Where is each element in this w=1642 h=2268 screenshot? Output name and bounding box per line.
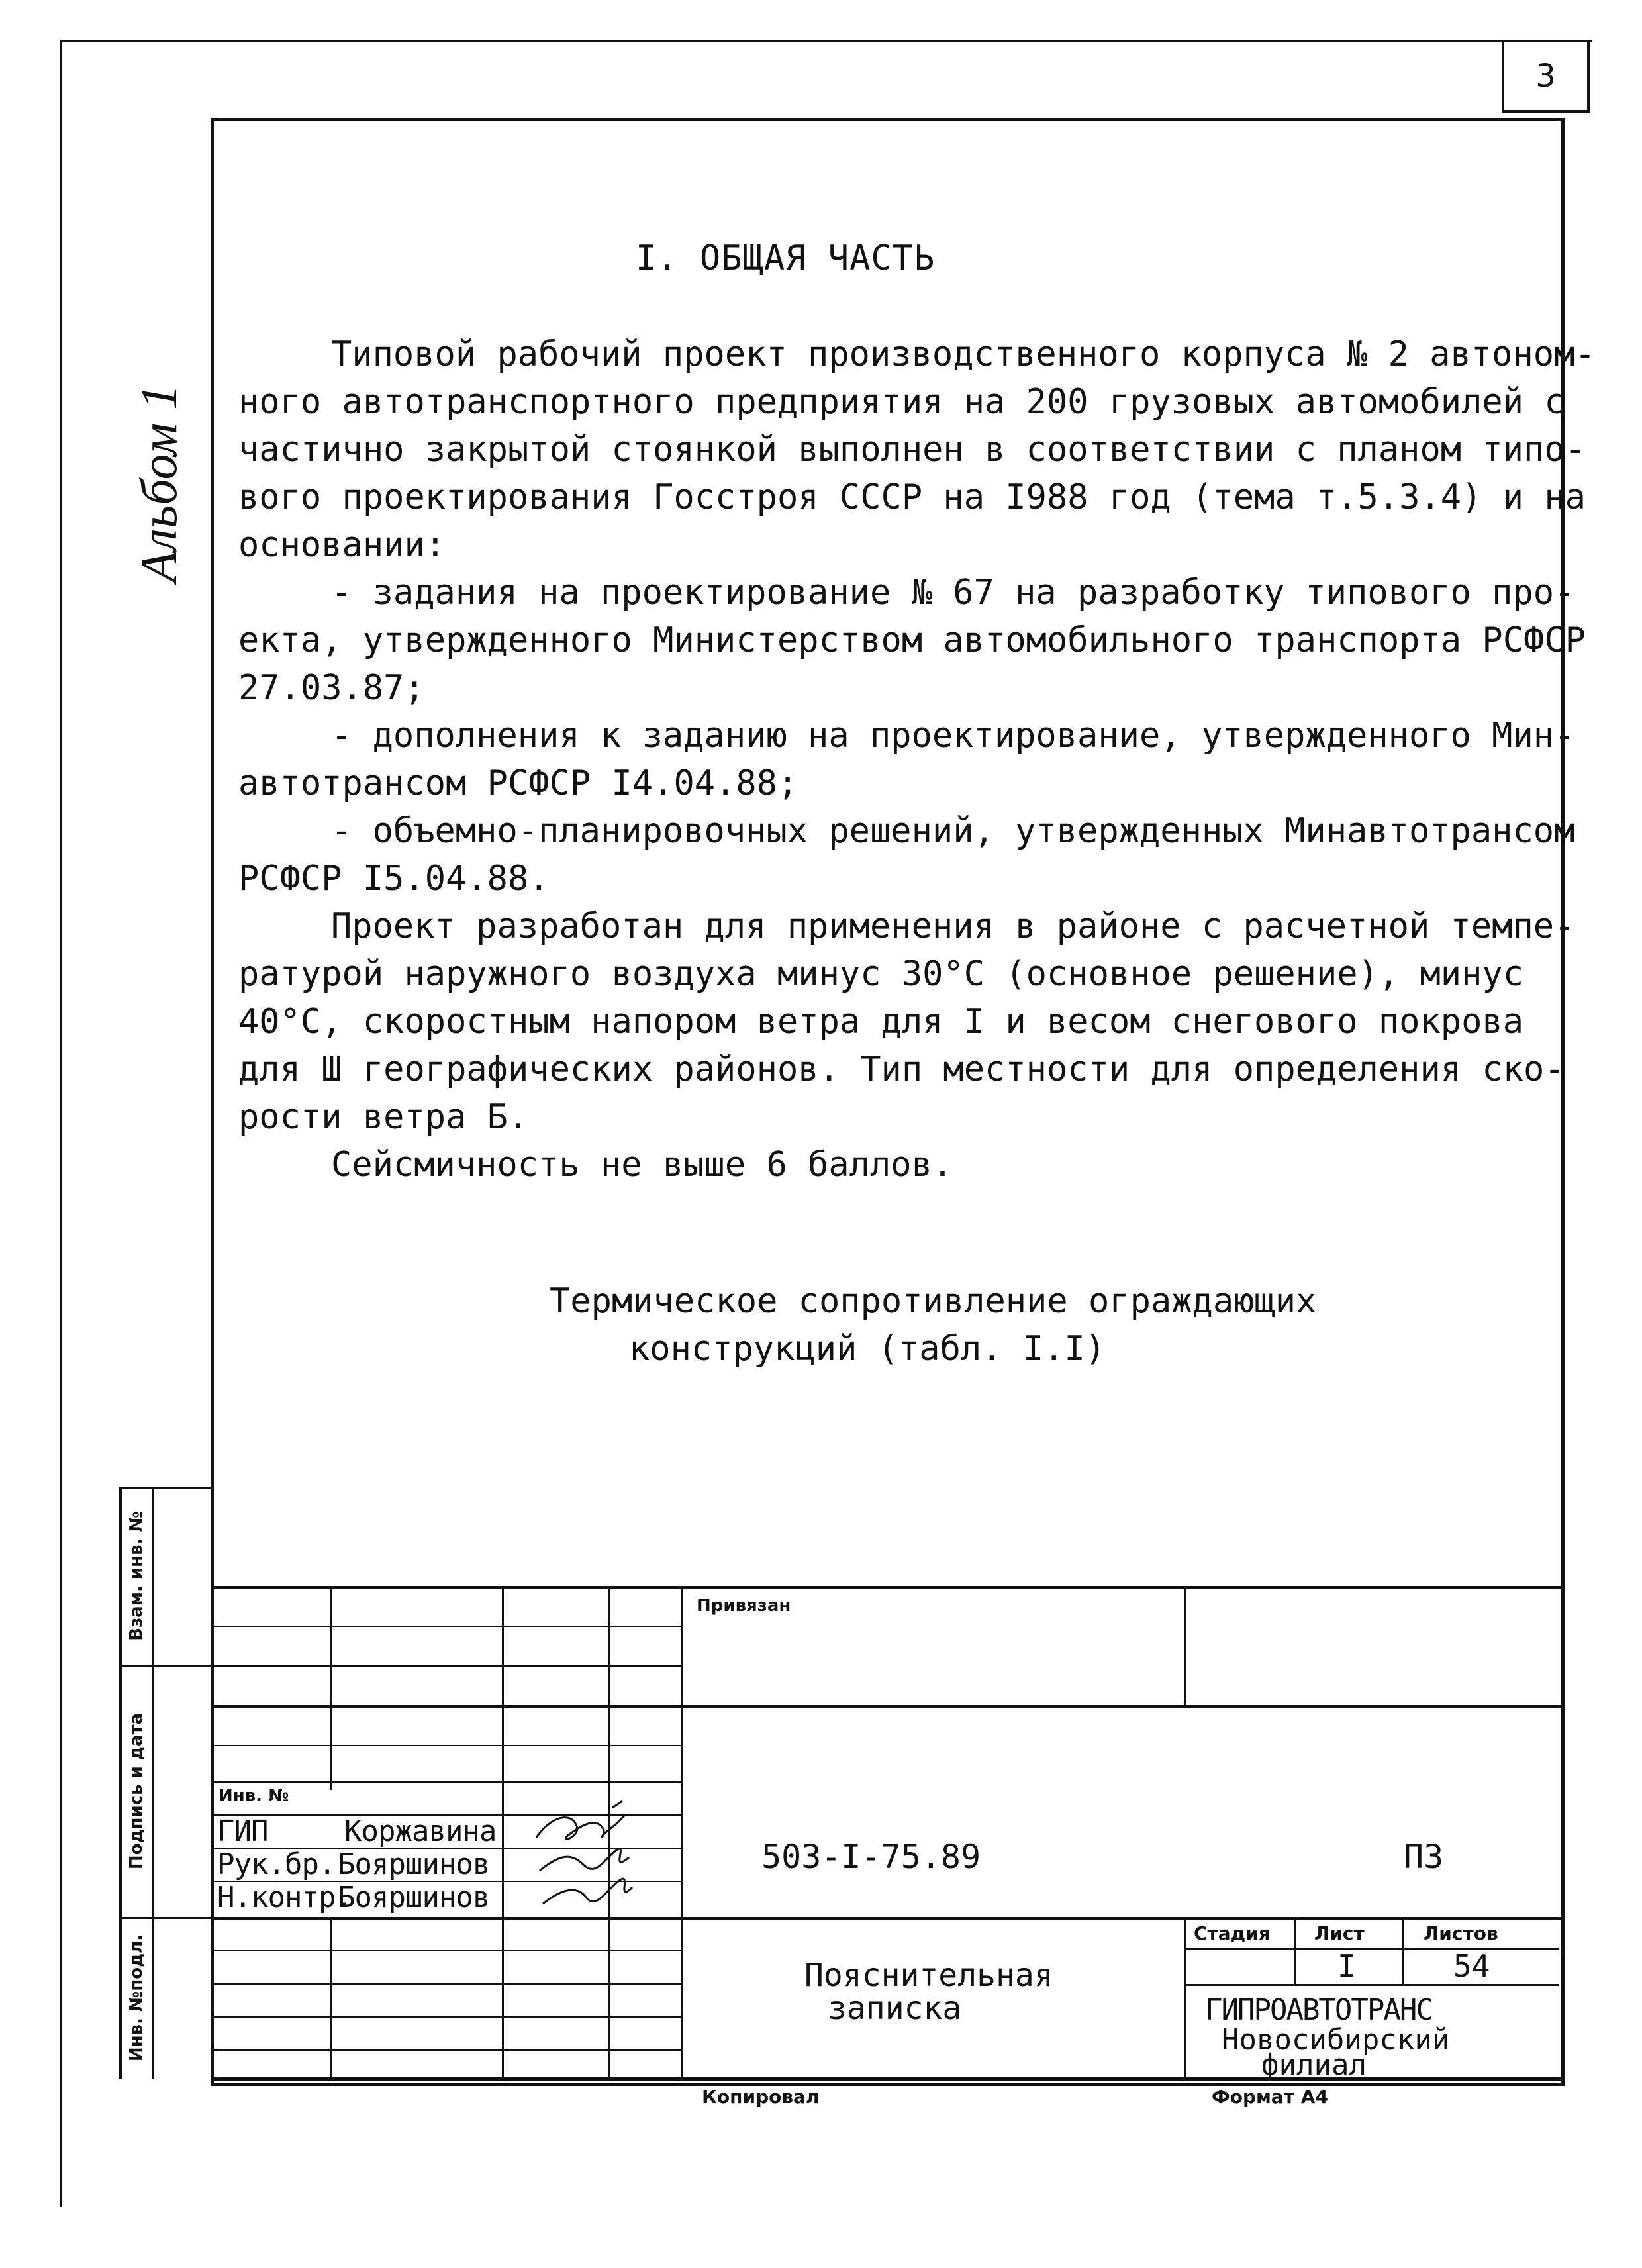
role-label: Рук.бр. xyxy=(217,1848,336,1881)
sheets-header: Листов xyxy=(1424,1922,1498,1944)
document-title: Пояснительная xyxy=(804,1957,1053,1994)
inv-no-label: Инв. № xyxy=(218,1786,289,1806)
organization-branch: филиал xyxy=(1261,2048,1367,2082)
organization-name: ГИПРОАВТОТРАНС xyxy=(1205,1993,1432,2027)
role-label: Н.контр. xyxy=(217,1881,352,1914)
signer-name: Бояршинов xyxy=(338,1848,490,1881)
album-label: Альбом 1 xyxy=(130,384,187,583)
signature-scribbles xyxy=(530,1798,636,1917)
signer-name: Бояршинов xyxy=(338,1881,490,1914)
body-line: рости ветра Б. xyxy=(238,1097,529,1137)
body-line: ного автотранспортного предприятия на 200 грузовых автомобилей с xyxy=(238,382,1565,422)
body-line: - дополнения к заданию на проектирование, утвержденного Мин- xyxy=(331,716,1575,756)
body-line xyxy=(238,954,1523,994)
document-title: записка xyxy=(828,1990,962,2027)
body-line: автотрансом РСФСР I4.04.88; xyxy=(238,764,798,803)
body-line-part: °С (основное решение), минус xyxy=(943,954,1524,994)
body-line: - задания на проектирование № 67 на разработку типового про- xyxy=(331,573,1575,613)
body-line: екта, утвержденного Министерством автомобильного транспорта РСФСР xyxy=(238,620,1586,660)
document-type: ПЗ xyxy=(1404,1838,1444,1876)
sheet-header: Лист xyxy=(1314,1922,1365,1944)
stamp-label-signature: Подпись и дата xyxy=(126,1712,146,1870)
body-line: основании: xyxy=(238,525,446,565)
body-line: частично закрытой стоянкой выполнен в соответствии с планом типо- xyxy=(238,430,1586,469)
body-line: Проект разработан для применения в районе с расчетной темпе- xyxy=(331,907,1575,946)
signer-name: Коржавина xyxy=(344,1814,497,1848)
body-line xyxy=(238,1002,1523,1042)
organization-branch: Новосибирский xyxy=(1222,2023,1450,2057)
privyazan-label: Привязан xyxy=(697,1596,791,1616)
body-line: для Ш географических районов. Тип местности для определения ско- xyxy=(238,1050,1565,1089)
role-label: ГИП xyxy=(217,1814,268,1848)
body-line: 27.03.87; xyxy=(238,668,425,708)
sheet-value: I xyxy=(1337,1948,1356,1984)
body-line: РСФСР I5.04.88. xyxy=(238,859,550,899)
body-line: Типовой рабочий проект производственного корпуса № 2 автоном- xyxy=(331,334,1596,374)
page-number: 3 xyxy=(1502,40,1590,113)
sheets-value: 54 xyxy=(1453,1948,1490,1984)
body-line: - объемно-планировочных решений, утвержденных Минавтотрансом xyxy=(331,811,1575,851)
body-line-part: 40 xyxy=(238,1002,280,1042)
stamp-label-vzam: Взам. инв. № xyxy=(126,1511,146,1641)
table-caption-line: Термическое сопротивление ограждающих xyxy=(550,1281,1317,1321)
document-code: 503-I-75.89 xyxy=(761,1838,981,1876)
body-line-part: °С, скоростным напором ветра для I и весом снегового покрова xyxy=(279,1002,1524,1042)
copied-label: Копировал xyxy=(702,2086,820,2108)
table-caption-line: конструкций (табл. I.I) xyxy=(629,1329,1106,1369)
body-line: вого проектирования Госстроя СССР на I988 год (тема т.5.3.4) и на xyxy=(238,477,1586,517)
body-line: Сейсмичность не выше 6 баллов. xyxy=(331,1145,953,1185)
stage-header: Стадия xyxy=(1194,1922,1271,1944)
stamp-label-inv-podl: Инв. №подл. xyxy=(126,1934,146,2062)
format-label: Формат А4 xyxy=(1212,2086,1328,2108)
section-heading: I. ОБЩАЯ ЧАСТЬ xyxy=(636,238,936,278)
body-line-part: ратурой наружного воздуха минус 30 xyxy=(238,954,943,994)
